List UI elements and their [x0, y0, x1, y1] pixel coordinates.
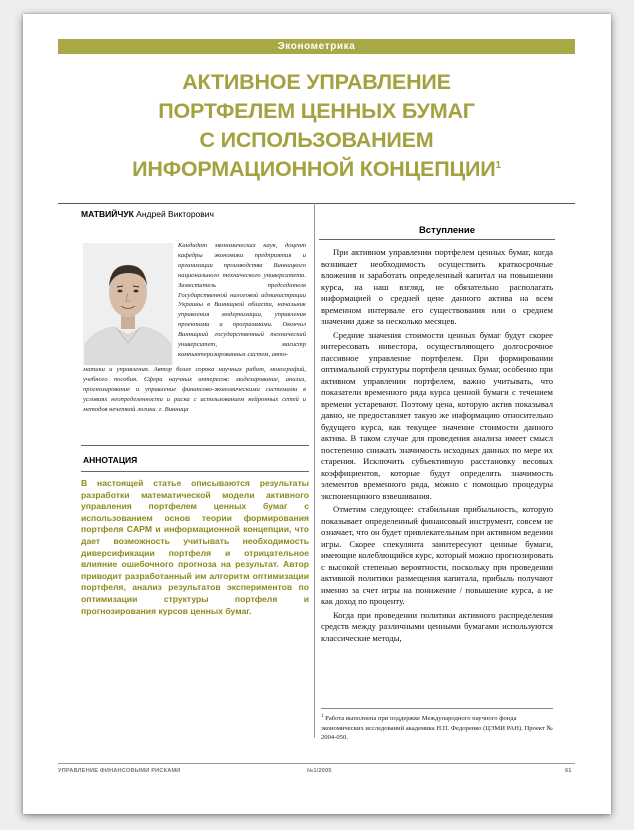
footer-issue: №1/2005	[307, 768, 332, 774]
article-title	[58, 68, 575, 184]
footnote-mark: 1	[321, 714, 324, 719]
abstract-text: В настоящей статье описываются результаты разработки математической модели активного управления портфелем ценных бумаг с использованием основ теории формирования портфеля CAPM и информационной концепции, что дает возможность учитывать необходимость диверсификации портфеля и отрицательное влияние ошибочного прогноза на результат. Автор приводит разработанный им алгоритм оптимизации портфеля, анализ результатов экспериментов по оптимизации структуры портфеля и прогнозирования курсов ценных бумаг.	[81, 478, 309, 616]
abstract-heading: АННОТАЦИЯ	[83, 455, 138, 465]
intro-rule	[319, 239, 555, 240]
author-given-name: Андрей Викторович	[136, 209, 214, 219]
intro-heading: Вступление	[418, 225, 476, 236]
title-footnote-mark: 1	[495, 159, 501, 171]
abstract-rule	[81, 471, 309, 472]
column-divider	[314, 203, 315, 738]
footnote-text: Работа выполнена при поддержке Международного научного фонда экономических исследований академика Н.П. Федоренко (ЦЭМИ РАН). Проект № 2004-050.	[321, 715, 553, 742]
title-line-3: С ИСПОЛЬЗОВАНИЕМ	[199, 128, 434, 152]
portrait-image	[83, 243, 173, 365]
intro-body	[321, 247, 553, 646]
intro-paragraph-4: Когда при проведении политики активного распределения средств между различными ценными бумагами используются классические методы,	[321, 609, 553, 643]
top-rule	[58, 203, 575, 204]
author-surname: МАТВИЙЧУК	[81, 209, 134, 219]
title-line-1: АКТИВНОЕ УПРАВЛЕНИЕ	[182, 70, 451, 94]
footer-page-number: 61	[565, 768, 572, 774]
title-line-4-text: ИНФОРМАЦИОННОЙ КОНЦЕПЦИИ	[132, 157, 496, 181]
intro-paragraph-3: Отметим следующее: стабильная прибыльность, которую показывает определенный финансовый инструмент, совсем не означает, что он будет привлекательным при активном ведении игры. Скорее спекулянта заинтересуют ценные бумаги, имеющие колеблющийся курс, который можно прогнозировать с высокой степенью вероятности, поскольку при проведении активной политики размещения капитала, прибыль получают именно за счет игры на понижение / повышение курса, а не как доход по проценту.	[321, 504, 553, 606]
title-line-2: ПОРТФЕЛЕМ ЦЕННЫХ БУМАГ	[158, 99, 475, 123]
footer-rule	[58, 763, 575, 764]
author-bio-continued: матики и управления. Автор более сорока научных работ, монографий, учебного пособия. Сфера научных интересов: моделирование, анализ, прогнозирование и управление финансово-экономическими системами в условиях неопределенности и риска с использованием нейронных сетей и методов нечеткой логики. г. Винница	[83, 366, 306, 413]
footnote	[321, 712, 553, 743]
author-bio-side: Кандидат экономических наук, доцент кафедры экономики предприятия и организации производства Винницкого национального технического университета. Заместитель председателя Государственной налоговой администрации Украины в Винницкой области, начальник управления модернизации, управления проектами и программами. Окончил Винницкий государственный технический университет, магистр компьютеризированных систем, авто-	[178, 242, 306, 358]
author-name	[81, 209, 214, 219]
author-photo	[83, 243, 173, 365]
footnote-rule	[321, 708, 553, 709]
journal-page	[23, 14, 611, 814]
section-header: Эконометрика	[58, 39, 575, 54]
intro-paragraph-2: Средние значения стоимости ценных бумаг будут скорее интересовать инвестора, осуществляющего долгосрочное пассивное управление портфелем. При формировании оптимальной структуры портфеля ценных бумаг, особенно при активном управлении портфелем, важно учитывать, что показатели временного ряда курса ценной бумаги с течением времени устаревают. Поэтому цена, которую актив показывал давно, не предоставляет такую же информацию относительно будущего курса, как текущее значение стоимости данного актива. В таком случае для проведения анализа имеет смысл постепенно снижать значимость исходных данных по мере их старения. Исключить субъективную расстановку весовых коэффициентов, которые будут определять значимость элементов временного ряда, можно с помощью процедуры экспоненциного взвешивания.	[321, 329, 553, 501]
title-line-4	[58, 155, 575, 184]
abstract-top-rule	[81, 445, 309, 446]
footer-journal-name: УПРАВЛЕНИЕ ФИНАНСОВЫМИ РИСКАМИ	[58, 768, 181, 774]
intro-paragraph-1: При активном управлении портфелем ценных бумаг, когда возникает необходимость осуществить краткосрочные вложения и заработать определенный капитал на повышении курса, на наш взгляд, не обязательно располагать информацией о средней цене данного актива на всем временном интервале его существования или о среднем значении даже за несколько месяцев.	[321, 247, 553, 326]
